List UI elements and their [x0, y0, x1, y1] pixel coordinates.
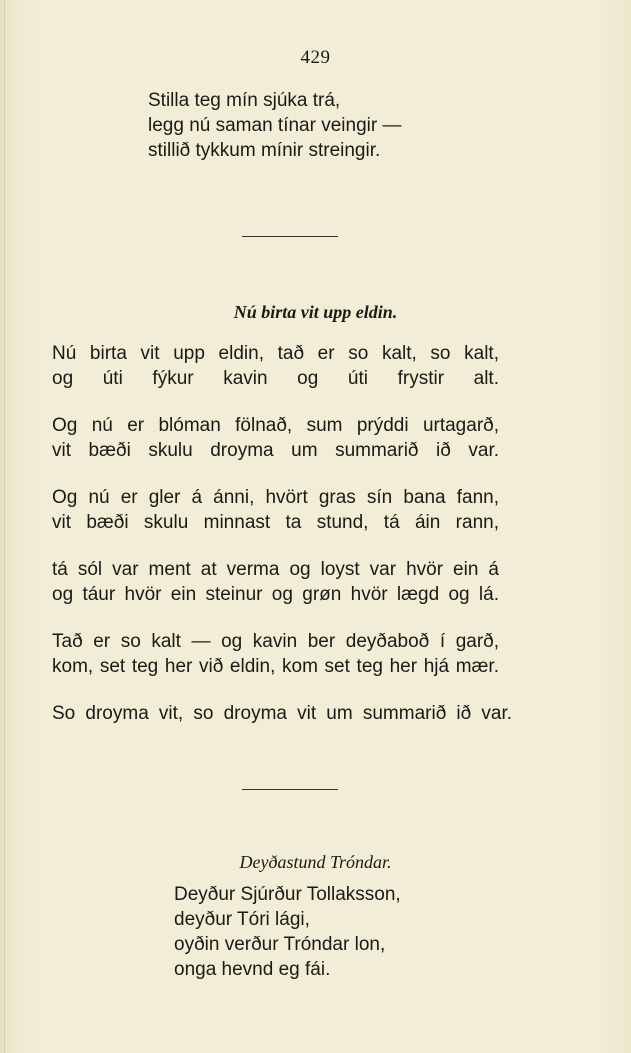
poem-stanza: [52, 413, 499, 463]
poem-title: Deyðastund Tróndar.: [239, 852, 392, 872]
verse-line: stillið tykkum mínir streingir.: [148, 140, 381, 161]
verse-line: kom, set teg her við eldin, kom set teg her hjá mær.: [52, 656, 499, 677]
verse-line: oyðin verður Tróndar lon,: [174, 934, 386, 955]
section-divider: [242, 236, 338, 237]
verse-line: Deyður Sjúrður Tollaksson,: [174, 884, 401, 905]
poem-stanza: [52, 557, 499, 607]
poem-stanza: [52, 341, 499, 391]
verse-line: tá sól var ment at verma og loyst var hvör ein á: [52, 559, 499, 580]
verse-line: onga hevnd eg fái.: [174, 959, 331, 980]
verse-line: Og nú er gler á ánni, hvört gras sín bana fann,: [52, 487, 499, 508]
intro-stanza: [148, 88, 401, 163]
verse-line: deyður Tóri lági,: [174, 909, 310, 930]
poem-stanza: [52, 485, 499, 535]
verse-line: og úti fýkur kavin og úti frystir alt.: [52, 368, 499, 389]
verse-line: Og nú er blóman fölnað, sum prýddi urtagarð,: [52, 415, 499, 436]
verse-line: Stilla teg mín sjúka trá,: [148, 90, 341, 111]
verse-line: legg nú saman tínar veingir —: [148, 115, 402, 136]
verse-line: Nú birta vit upp eldin, tað er so kalt, so kalt,: [52, 343, 499, 364]
poem-title: Nú birta vit upp eldin.: [233, 302, 398, 322]
poem-stanza: [52, 701, 512, 726]
page-gutter: [4, 0, 5, 1053]
section-divider: [242, 789, 338, 790]
poem-stanza: [174, 882, 401, 982]
verse-line: So droyma vit, so droyma vit um summarið ið var.: [52, 703, 512, 724]
page-number: 429: [300, 47, 331, 68]
verse-line: Tað er so kalt — og kavin ber deyðaboð í garð,: [52, 631, 499, 652]
poem-stanza: [52, 629, 499, 679]
verse-line: vit bæði skulu droyma um summarið ið var.: [52, 440, 499, 461]
verse-line: og táur hvör ein steinur og grøn hvör lægd og lá.: [52, 584, 499, 605]
verse-line: vit bæði skulu minnast ta stund, tá áin rann,: [52, 512, 499, 533]
